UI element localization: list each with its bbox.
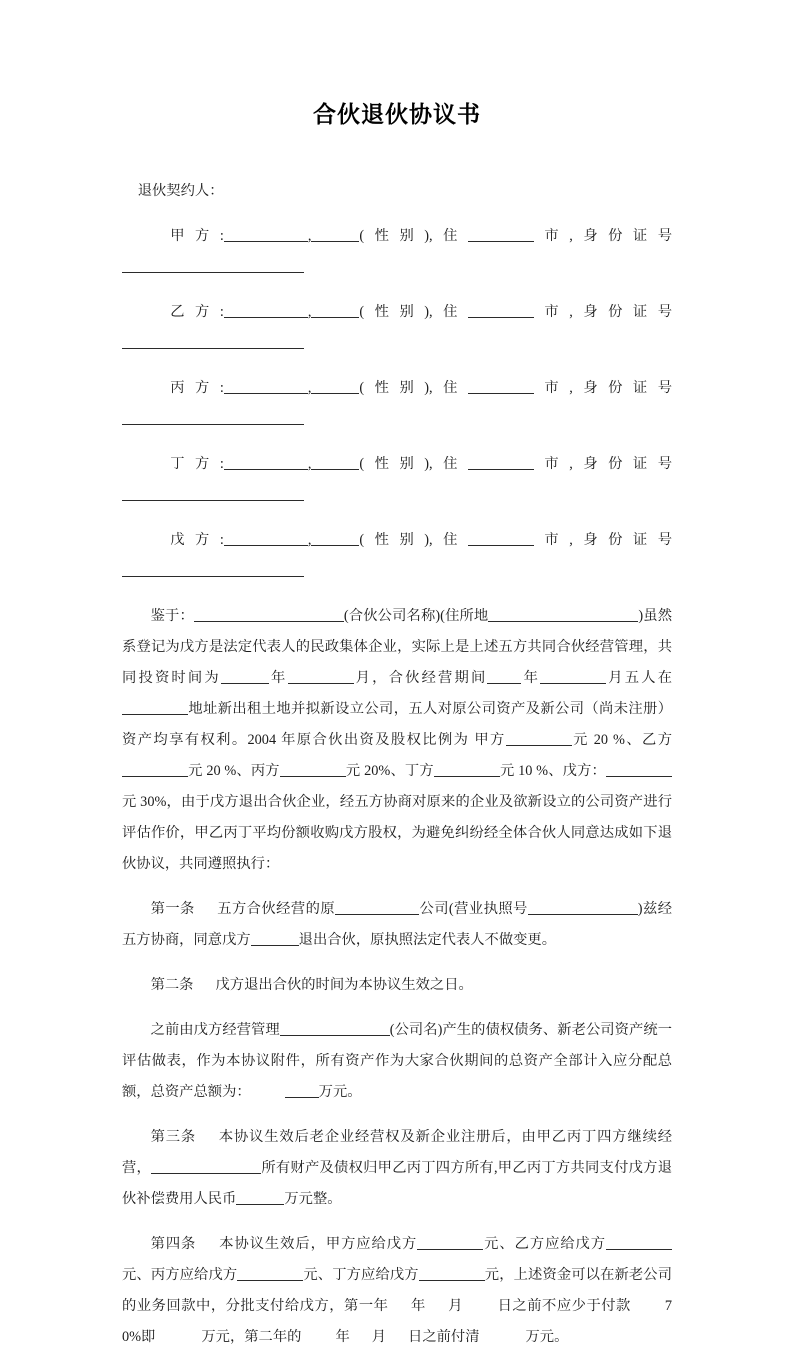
party-gender-blank[interactable] [311, 229, 359, 242]
article-1-text-4: 退出合伙，原执照法定代表人不做变更。 [298, 932, 557, 948]
party-row-wu [122, 525, 672, 587]
article-4-text-6: 年 [410, 1298, 426, 1314]
recital-text-4: 年 [268, 670, 288, 686]
company-address-blank[interactable] [488, 609, 638, 622]
document-body [122, 176, 672, 1353]
article-2 [122, 970, 672, 1001]
recital-text-2: (合伙公司名称)(住所地 [343, 608, 489, 624]
article-4-text-9: 70%即 [122, 1298, 673, 1345]
party-city-label: 市, [533, 228, 573, 244]
wu-withdraw-blank[interactable] [251, 933, 299, 946]
party-comma-2: , [429, 228, 433, 244]
party-name-blank[interactable] [224, 305, 308, 318]
article-1-text-3: )兹经五方协商，同意戊方 [122, 901, 673, 948]
party-comma-2: , [429, 532, 433, 548]
party-name-label: 丙方: [159, 380, 224, 396]
party-gender-label: (性别) [359, 304, 430, 320]
party-gender-label: (性别) [359, 380, 430, 396]
party-city-label: 市, [533, 456, 573, 472]
party-name-label: 甲方: [159, 228, 224, 244]
license-number-blank[interactable] [528, 902, 638, 915]
article-4-text-3: 元、丙方应给戊方 [122, 1267, 238, 1283]
asset-text-2: (公司名)产生的债权债务、新老公司资产统一评估做表，作为本协议附件，所有资产作为大家合伙期间的总资产全部计入应分配总额，总资产总额为： [122, 1022, 672, 1100]
party-name-blank[interactable] [224, 533, 308, 546]
article-4-text-14: 万元。 [525, 1329, 569, 1345]
recital-text-13: 元 30%，由于戊方退出合伙企业，经五方协商对原来的企业及欲新设立的公司资产进行评估作价，甲乙丙丁平均份额收购戊方股权，为避免纠纷经全体合伙人同意达成如下退伙协议，共同遵照执行： [122, 794, 672, 872]
party-city-label: 市, [533, 380, 573, 396]
recital-text-1: 鉴于： [150, 608, 194, 624]
party-reside-label: 住 [432, 380, 468, 396]
party-comma: , [307, 532, 312, 548]
jia-payment-blank[interactable] [417, 1237, 483, 1250]
article-4-text-7: 月 [447, 1298, 464, 1314]
party-comma: , [307, 228, 312, 244]
managed-company-blank[interactable] [280, 1023, 390, 1036]
article-4-text-1: 本协议生效后，甲方应给戊方 [218, 1236, 418, 1252]
total-asset-blank[interactable] [285, 1085, 319, 1098]
recital-text-6: 年 [521, 670, 541, 686]
article-4-text-13: 日之前付清 [408, 1329, 480, 1345]
article-2-number: 第二条 [150, 977, 194, 993]
party-gender-label: (性别) [359, 532, 430, 548]
asset-evaluation-paragraph [122, 1015, 672, 1108]
bing-payment-blank[interactable] [237, 1268, 303, 1281]
article-3-text-3: 万元整。 [284, 1191, 342, 1207]
party-id-label: 身份证号 [572, 304, 673, 320]
party-comma-2: , [429, 456, 433, 472]
article-4 [122, 1229, 672, 1353]
operate-month-blank[interactable] [540, 671, 606, 684]
operate-year-blank[interactable] [487, 671, 521, 684]
party-id-blank[interactable] [122, 564, 304, 577]
party-id-blank[interactable] [122, 412, 304, 425]
article-4-text-8: 日之前不应少于付款 [497, 1298, 631, 1314]
article-3 [122, 1122, 672, 1215]
article-3-number: 第三条 [150, 1129, 196, 1145]
party-comma: , [307, 304, 312, 320]
asset-text-1: 之前由戊方经营管理 [150, 1022, 280, 1038]
contracting-parties-label [122, 176, 672, 207]
party-comma-2: , [429, 304, 433, 320]
article-3-text-2: 所有财产及债权归甲乙丙丁四方所有,甲乙丙丁方共同支付戊方退伙补偿费用人民币 [122, 1160, 673, 1207]
party-row-yi [122, 297, 672, 359]
bing-capital-blank[interactable] [280, 764, 346, 777]
article-4-text-11: 年 [335, 1329, 350, 1345]
recital-text-10: 元 20 %、丙方 [188, 763, 280, 779]
recital-text-11: 元 20%、丁方 [345, 763, 434, 779]
party-name-blank[interactable] [224, 381, 308, 394]
party-city-label: 市, [533, 304, 573, 320]
asset-text-3: 万元。 [318, 1084, 362, 1100]
article-4-text-2: 元、乙方应给戊方 [483, 1236, 607, 1252]
party-id-label: 身份证号 [572, 228, 673, 244]
party-id-blank[interactable] [122, 488, 304, 501]
party-gender-label: (性别) [359, 228, 430, 244]
yi-payment-blank[interactable] [606, 1237, 672, 1250]
party-city-blank[interactable] [468, 533, 534, 546]
wu-capital-blank[interactable] [606, 764, 672, 777]
party-reside-label: 住 [432, 228, 468, 244]
party-city-blank[interactable] [468, 305, 534, 318]
party-reside-label: 住 [432, 532, 468, 548]
company-name-blank[interactable] [194, 609, 344, 622]
article-1-text-1: 五方合伙经营的原 [216, 901, 336, 917]
party-comma: , [307, 380, 312, 396]
article-3-text-1: 本协议生效后老企业经营权及新企业注册后，由甲乙丙丁四方继续经营， [122, 1129, 673, 1176]
ding-payment-blank[interactable] [419, 1268, 485, 1281]
article-2-text-1: 戊方退出合伙的时间为本协议生效之日。 [215, 977, 473, 993]
jia-capital-blank[interactable] [506, 733, 572, 746]
invest-month-blank[interactable] [288, 671, 354, 684]
party-gender-blank[interactable] [311, 381, 359, 394]
party-row-bing [122, 373, 672, 435]
party-id-label: 身份证号 [572, 380, 673, 396]
article-4-text-4: 元、丁方应给戊方 [303, 1267, 419, 1283]
yi-capital-blank[interactable] [122, 764, 188, 777]
recital-text-8: 地址新出租土地并拟新设立公司，五人对原公司资产及新公司（尚未注册）资产均享有权利。2004 年原合伙出资及股权比例为 甲方 [122, 701, 672, 748]
recital-paragraph [122, 601, 672, 880]
party-city-blank[interactable] [468, 457, 534, 470]
party-row-jia [122, 221, 672, 283]
party-name-label: 乙方: [159, 304, 224, 320]
old-company-blank[interactable] [335, 902, 419, 915]
party-gender-blank[interactable] [311, 457, 359, 470]
party-name-blank[interactable] [224, 229, 308, 242]
party-name-label: 丁方: [159, 456, 224, 472]
compensation-amount-blank[interactable] [236, 1192, 284, 1205]
party-reside-label: 住 [432, 456, 468, 472]
party-row-ding [122, 449, 672, 511]
recital-text-7: 月五人在 [606, 670, 673, 686]
invest-year-blank[interactable] [221, 671, 269, 684]
intro-label-text: 退伙契约人： [137, 183, 224, 199]
party-name-label: 戊方: [159, 532, 224, 548]
ding-capital-blank[interactable] [434, 764, 500, 777]
party-id-blank[interactable] [122, 336, 304, 349]
party-reside-label: 住 [432, 304, 468, 320]
article-1-text-2: 公司(营业执照号 [419, 901, 528, 917]
land-address-blank[interactable] [122, 702, 188, 715]
article-4-number: 第四条 [150, 1236, 197, 1252]
party-gender-blank[interactable] [311, 305, 359, 318]
property-scope-blank[interactable] [151, 1161, 261, 1174]
article-4-text-5: 元，上述资金可以在新老公司的业务回款中，分批支付给戊方，第一年 [122, 1267, 673, 1314]
party-name-blank[interactable] [224, 457, 308, 470]
article-4-text-12: 月 [371, 1329, 387, 1345]
party-id-label: 身份证号 [572, 532, 673, 548]
article-4-text-10: 万元，第二年的 [201, 1329, 302, 1345]
party-gender-label: (性别) [359, 456, 430, 472]
party-city-label: 市, [533, 532, 573, 548]
recital-text-12: 元 10 %、戊方： [499, 763, 607, 779]
article-1-number: 第一条 [150, 901, 195, 917]
recital-text-3: )虽然系登记为戊方是法定代表人的民政集体企业，实际上是上述五方共同合伙经营管理，共同投资时间为 [122, 608, 673, 686]
recital-text-5: 月，合伙经营期间 [353, 670, 488, 686]
party-gender-blank[interactable] [311, 533, 359, 546]
party-id-label: 身份证号 [572, 456, 673, 472]
recital-text-9: 元 20 %、乙方 [571, 732, 672, 748]
party-city-blank[interactable] [468, 381, 534, 394]
party-comma: , [307, 456, 312, 472]
party-id-blank[interactable] [122, 260, 304, 273]
page-title: 合伙退伙协议书 [313, 102, 481, 127]
party-city-blank[interactable] [468, 229, 534, 242]
party-comma-2: , [429, 380, 433, 396]
article-1 [122, 894, 672, 956]
